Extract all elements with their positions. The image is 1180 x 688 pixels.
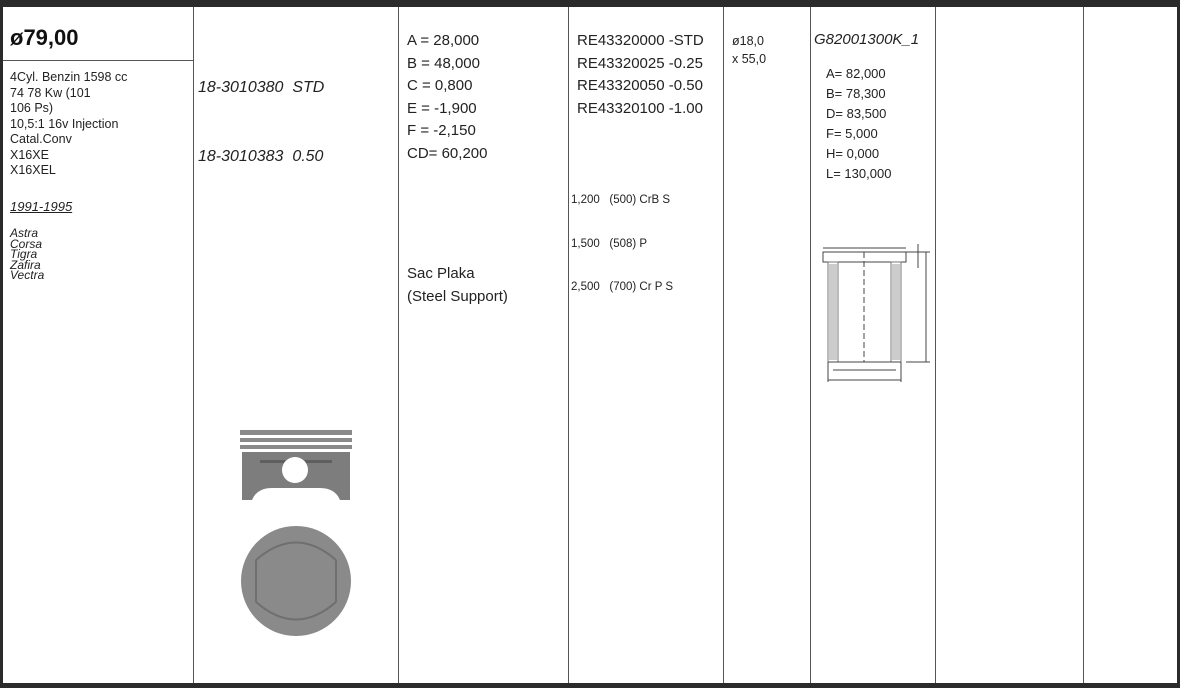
dimension-row: F = -2,150 xyxy=(407,122,476,139)
piston-pin xyxy=(732,32,766,68)
support-label: Sac Plaka xyxy=(407,265,475,282)
column-divider xyxy=(568,7,569,683)
column-divider xyxy=(193,7,194,683)
ring-code: RE43320050 -0.50 xyxy=(577,77,703,94)
support-type xyxy=(407,263,508,308)
engine-line: 106 Ps) xyxy=(10,101,54,115)
dimension-row: B = 48,000 xyxy=(407,54,480,72)
piston-size: 0.50 xyxy=(292,148,324,165)
ring-code: RE43320025 -0.25 xyxy=(577,54,703,72)
column-divider xyxy=(398,7,399,683)
table-left-border xyxy=(0,0,3,688)
piston-code: 18-3010380 xyxy=(198,79,284,96)
vehicle-models xyxy=(10,228,44,281)
ring-spec-row: 1,200 (500) CrB S xyxy=(571,194,671,206)
ring-spec-row: 1,500 (508) P xyxy=(571,237,648,250)
engine-description xyxy=(10,70,127,179)
engine-line: 10,5:1 16v Injection xyxy=(10,116,119,131)
bore-diameter: ø79,00 xyxy=(10,25,79,50)
model-item: Corsa xyxy=(10,236,43,251)
ring-set-codes xyxy=(577,30,704,120)
model-item: Tigra xyxy=(10,247,38,261)
ring-code: RE43320100 -1.00 xyxy=(577,99,703,117)
column-divider xyxy=(1083,7,1084,683)
pin-diameter: ø18,0 xyxy=(732,34,764,48)
column-divider xyxy=(935,7,936,683)
liner-dim-row: B= 78,300 xyxy=(826,86,886,101)
liner-dim-row: L= 130,000 xyxy=(826,166,892,181)
dimension-row: CD= 60,200 xyxy=(407,144,488,162)
ring-specifications xyxy=(571,164,673,309)
dimension-row: A = 28,000 xyxy=(407,32,480,49)
ring-code: RE43320000 -STD xyxy=(577,32,704,49)
pin-length: x 55,0 xyxy=(732,52,767,66)
liner-dimensions xyxy=(826,64,891,184)
piston-side-view-icon xyxy=(240,430,355,505)
piston-codes xyxy=(198,30,324,191)
column-divider xyxy=(810,7,811,683)
column-divider xyxy=(723,7,724,683)
liner-dim-row: F= 5,000 xyxy=(826,126,878,141)
engine-line: Catal.Conv xyxy=(10,132,72,146)
title-divider xyxy=(3,60,193,61)
engine-line: X16XEL xyxy=(10,163,56,177)
model-item: Astra xyxy=(10,226,39,240)
liner-dim-row: D= 83,500 xyxy=(826,106,887,121)
model-item: Zafira xyxy=(10,257,41,272)
table-top-border xyxy=(0,0,1180,7)
liner-dim-row: A= 82,000 xyxy=(826,66,886,81)
model-item: Vectra xyxy=(10,268,45,282)
cylinder-liner-drawing-icon xyxy=(818,240,933,385)
piston-dimensions xyxy=(407,30,487,165)
table-bottom-border xyxy=(0,683,1180,688)
piston-size: STD xyxy=(292,79,325,96)
piston-code-row xyxy=(198,76,324,99)
production-years: 1991-1995 xyxy=(10,199,73,214)
engine-line: 4Cyl. Benzin 1598 cc xyxy=(10,70,128,84)
liner-dim-row: H= 0,000 xyxy=(826,146,880,161)
dimension-row: C = 0,800 xyxy=(407,77,473,94)
support-label-english: (Steel Support) xyxy=(407,287,508,305)
dimension-row: E = -1,900 xyxy=(407,99,477,117)
engine-line: X16XE xyxy=(10,147,49,162)
piston-top-view-icon xyxy=(240,525,355,640)
piston-code: 18-3010383 xyxy=(198,148,284,165)
ring-spec-row: 2,500 (700) Cr P S xyxy=(571,281,674,293)
engine-line: 74 78 Kw (101 xyxy=(10,85,91,100)
liner-code: G82001300K_1 xyxy=(814,31,920,48)
piston-code-row xyxy=(198,145,324,168)
